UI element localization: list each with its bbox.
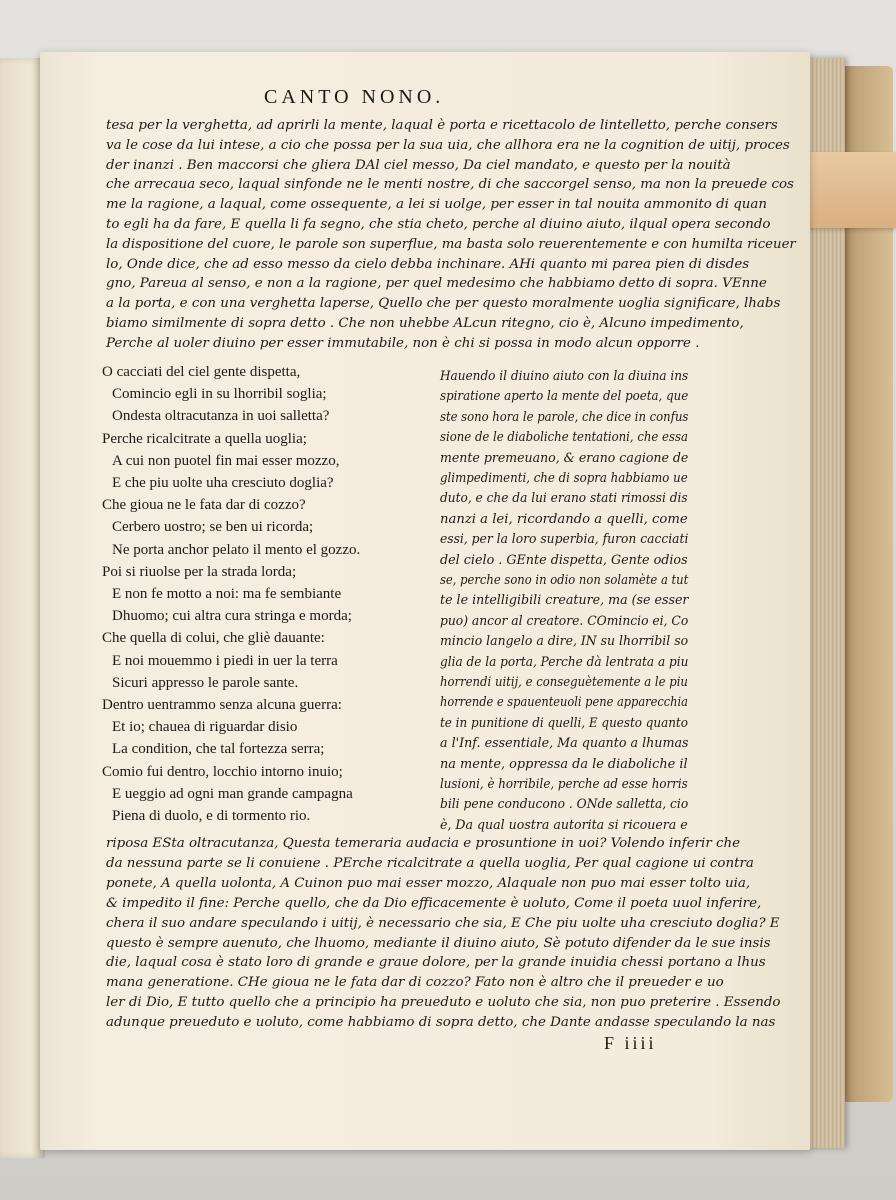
side-commentary-line: horrendi uitij, e conseguètemente a le piu bbox=[440, 675, 688, 690]
commentary-line: ponete, A quella uolonta, A Cuinon puo mai esser mozzo, Alaquale non puo mai esser tolto uia, bbox=[106, 875, 751, 891]
side-commentary-line: se, perche sono in odio non solamète a tut bbox=[440, 573, 689, 588]
commentary-line: che arrecaua seco, laqual sinfonde ne le menti nostre, di che saccorgel senso, ma non la preuede cos bbox=[106, 177, 794, 193]
side-commentary-line: glia de la porta, Perche dà lentrata a piu bbox=[440, 654, 689, 670]
commentary-line: gno, Pareua al senso, e non a la ragione, per quel medesimo che habbiamo detto di sopra. VEnne bbox=[106, 276, 767, 292]
side-commentary-line: ste sono hora le parole, che dice in confus bbox=[440, 409, 689, 425]
verse-line: Dentro uentrammo senza alcuna guerra: bbox=[102, 697, 342, 713]
commentary-line: adunque preueduto e uoluto, come habbiamo di sopra detto, che Dante andasse speculando la nas bbox=[106, 1015, 776, 1031]
side-commentary-line: glimpedimenti, che di sopra habbiamo ue bbox=[440, 471, 688, 486]
verse-line: Perche ricalcitrate a quella uoglia; bbox=[102, 430, 307, 447]
signature-mark: F iiii bbox=[604, 1033, 657, 1053]
verse-line: Ondesta oltracutanza in uoi salletta? bbox=[112, 408, 330, 425]
side-commentary-line: essi, per la loro superbia, furon cacciati bbox=[440, 532, 689, 548]
verse-line: Poi si riuolse per la strada lorda; bbox=[102, 563, 297, 580]
commentary-line: la dispositione del cuore, le parole son superflue, ma basta solo reuerentemente e con humilta riceuer bbox=[106, 236, 796, 252]
commentary-line: & impedito il fine: Perche quello, che da Dio efficacemente è uoluto, Come il poeta uuol inferire, bbox=[106, 895, 762, 911]
commentary-line: to egli ha da fare, E quella li fa segno, che stia cheto, perche al diuino aiuto, ilqual opera secondo bbox=[106, 217, 771, 232]
side-commentary-line: mente premeuano, & erano cagione de bbox=[440, 450, 689, 466]
side-commentary-line: horrende e spauenteuoli pene apparecchia bbox=[440, 695, 688, 711]
side-commentary-line: te in punitione di quelli, E questo quanto bbox=[440, 715, 688, 731]
commentary-line: chera il suo andare speculando i uitij, è necessario che sia, E Che piu uolte uha cresciuto doglia? E bbox=[106, 915, 780, 931]
side-commentary-line: del cielo . GEnte dispetta, Gente odios bbox=[440, 552, 688, 568]
verse-line: Cerbero uostro; se ben ui ricorda; bbox=[112, 519, 314, 536]
verse-line: Ne porta anchor pelato il mento el gozzo. bbox=[112, 541, 361, 558]
commentary-line: die, laqual cosa è stato loro di grande e graue dolore, per la grande inuidia chessi portano a lhus bbox=[106, 955, 766, 971]
verse-line: Sicuri appresso le parole sante. bbox=[112, 674, 299, 691]
commentary-line: questo è sempre auenuto, che lhuomo, mediante il diuino aiuto, Sè potuto difender da le sue insis bbox=[106, 935, 771, 951]
side-commentary-line: Hauendo il diuino aiuto con la diuina ins bbox=[440, 369, 689, 384]
commentary-line: lo, Onde dice, che ad esso messo da cielo debba inchinare. AHi quanto mi parea pien di disdes bbox=[106, 256, 750, 272]
side-commentary-line: duto, e che da lui erano stati rimossi dis bbox=[440, 491, 688, 507]
verse-line: Comio fui dentro, locchio intorno inuio; bbox=[102, 763, 343, 780]
side-commentary-line: puo) ancor al creatore. COmincio ei, Co bbox=[440, 613, 689, 629]
verse-line: Comincio egli in su lhorribil soglia; bbox=[112, 386, 327, 403]
verse-line: E ueggio ad ogni man grande campagna bbox=[112, 785, 353, 802]
left-page-edge bbox=[0, 58, 45, 1158]
side-commentary-line: è, Da qual uostra autorita si ricouera e bbox=[440, 817, 688, 833]
commentary-line: biamo similmente di sopra detto . Che non uhebbe ALcun ritegno, cio è, Alcuno impedimento, bbox=[106, 316, 744, 331]
commentary-line: va le cose da lui intese, a cio che possa per la sua uia, che allhora era ne la cognition de uitij, proces bbox=[106, 137, 790, 153]
verse-line: O cacciati del ciel gente dispetta, bbox=[102, 364, 301, 380]
side-commentary-line: lusioni, è horribile, perche ad esse horris bbox=[440, 777, 688, 792]
commentary-line: Perche al uoler diuino per esser immutabile, non è chi si possa in modo alcun opporre . bbox=[106, 335, 700, 351]
verse-line: Et io; chauea di riguardar disio bbox=[112, 719, 298, 736]
verse-line: Dhuomo; cui altra cura stringa e morda; bbox=[112, 608, 352, 625]
side-commentary-line: a l'Inf. essentiale, Ma quanto a lhumas bbox=[440, 736, 689, 752]
commentary-line: me la ragione, a laqual, come ossequente, a lei si uolge, per esser in tal nouita ammonito di quan bbox=[106, 197, 767, 213]
side-commentary-line: sione de le diaboliche tentationi, che essa bbox=[440, 430, 688, 446]
commentary-line: mana generatione. CHe gioua ne le fata dar di cozzo? Fato non è altro che il preueder e uo bbox=[106, 975, 724, 991]
commentary-line: a la porta, e con una verghetta laperse, Quello che per questo moralmente uoglia significare, lhabs bbox=[106, 296, 781, 312]
commentary-line: der inanzi . Ben maccorsi che gliera DAl ciel messo, Da ciel mandato, e questo per la nouità bbox=[106, 157, 731, 173]
verse-line: E non fe motto a noi: ma fe sembiante bbox=[112, 586, 342, 602]
canto-header: CANTO NONO. bbox=[264, 86, 445, 108]
verse-line: Che gioua ne le fata dar di cozzo? bbox=[102, 497, 306, 514]
verse-line: Che quella di colui, che gliè dauante: bbox=[102, 630, 325, 647]
side-commentary-line: te le intelligibili creature, ma (se esser bbox=[440, 593, 689, 609]
side-commentary-line: bili pene conducono . ONde salletta, cio bbox=[440, 797, 689, 813]
verse-line: Piena di duolo, e di tormento rio. bbox=[112, 808, 311, 824]
commentary-line: da nessuna parte se li conuiene . PErche ricalcitrate a quella uoglia, Per qual cagione ui contra bbox=[106, 855, 754, 871]
side-commentary-line: nanzi a lei, ricordando a quelli, come bbox=[440, 511, 688, 527]
verse-line: A cui non puotel fin mai esser mozzo, bbox=[112, 452, 340, 469]
side-commentary-line: na mente, oppressa da le diaboliche il bbox=[440, 756, 688, 772]
commentary-line: riposa ESta oltracutanza, Questa temeraria audacia e prosuntione in uoi? Volendo inferir che bbox=[106, 836, 741, 851]
side-commentary-line: spiratione aperto la mente del poeta, que bbox=[440, 389, 689, 405]
side-commentary-line: mincio langelo a dire, IN su lhorribil so bbox=[440, 634, 689, 650]
commentary-line: tesa per la verghetta, ad aprirli la mente, laqual è porta e ricettacolo de lintelletto, perche consers bbox=[106, 118, 778, 133]
verse-line: La condition, che tal fortezza serra; bbox=[112, 741, 325, 758]
commentary-line: ler di Dio, E tutto quello che a principio ha preueduto e uoluto che sia, non puo preterire . Essendo bbox=[106, 995, 781, 1011]
verse-line: E noi mouemmo i piedi in uer la terra bbox=[112, 652, 338, 669]
verse-line: E che piu uolte uha cresciuto doglia? bbox=[112, 475, 334, 491]
